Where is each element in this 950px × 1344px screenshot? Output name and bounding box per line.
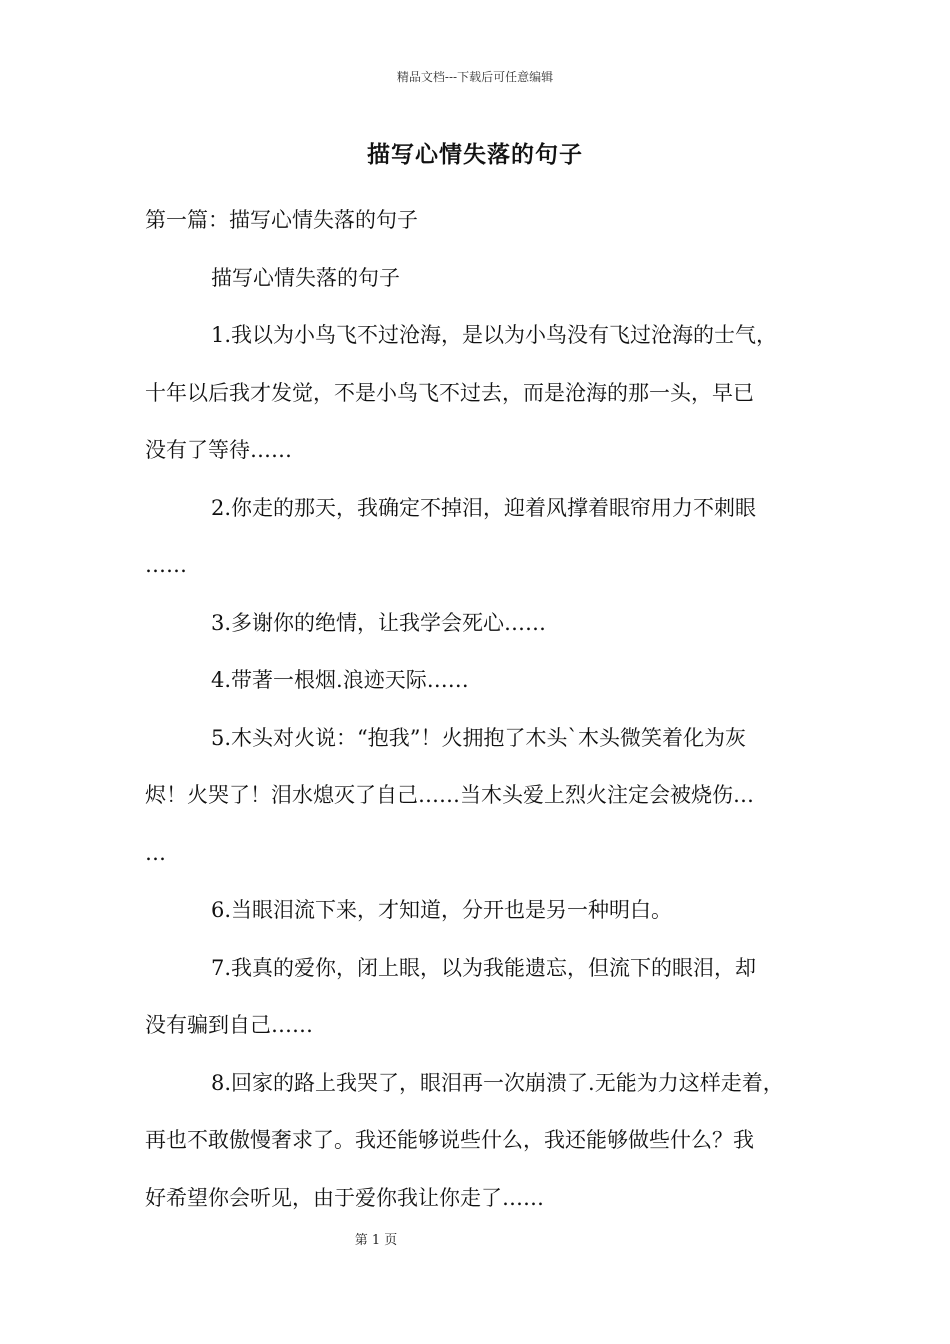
paragraph-line: 7.我真的爱你，闭上眼，以为我能遗忘，但流下的眼泪，却 bbox=[211, 955, 757, 980]
paragraph-line: 3.多谢你的绝情，让我学会死心…… bbox=[211, 610, 547, 635]
paragraph-line: … bbox=[145, 840, 166, 865]
paragraph-line: 没有骗到自己…… bbox=[145, 1013, 313, 1037]
paragraph-line: 烬！火哭了！泪水熄灭了自己……当木头爱上烈火注定会被烧伤… bbox=[145, 783, 754, 807]
paragraph-line: 1.我以为小鸟飞不过沧海，是以为小鸟没有飞过沧海的士气， bbox=[211, 323, 778, 347]
document-title: 描写心情失落的句子 bbox=[367, 141, 583, 168]
paragraph-line: 4.带著一根烟.浪迹天际…… bbox=[211, 668, 469, 692]
section-heading: 第一篇：描写心情失落的句子 bbox=[145, 208, 418, 232]
subsection-heading: 描写心情失落的句子 bbox=[211, 265, 400, 290]
page-number: 第 1 页 bbox=[354, 1233, 398, 1248]
paragraph-line: 2.你走的那天，我确定不掉泪，迎着风撑着眼帘用力不刺眼 bbox=[211, 495, 757, 520]
paragraph-line: 好希望你会听见，由于爱你我让你走了…… bbox=[145, 1185, 544, 1210]
paragraph-line: 没有了等待…… bbox=[145, 438, 292, 462]
header-note: 精品文档---下载后可任意编辑 bbox=[396, 70, 554, 84]
document-body bbox=[145, 192, 813, 1227]
paragraph-line: 8.回家的路上我哭了，眼泪再一次崩溃了.无能为力这样走着， bbox=[211, 1070, 784, 1095]
paragraph-line: 十年以后我才发觉，不是小鸟飞不过去，而是沧海的那一头，早已 bbox=[145, 380, 754, 405]
paragraph-line: 再也不敢傲慢奢求了。我还能够说些什么，我还能够做些什么？我 bbox=[145, 1128, 754, 1152]
paragraph-line: 6.当眼泪流下来，才知道，分开也是另一种明白。 bbox=[211, 898, 673, 922]
paragraph-line: …… bbox=[145, 553, 187, 577]
paragraph-line: 5.木头对火说：“抱我”！火拥抱了木头`木头微笑着化为灰 bbox=[211, 725, 747, 750]
